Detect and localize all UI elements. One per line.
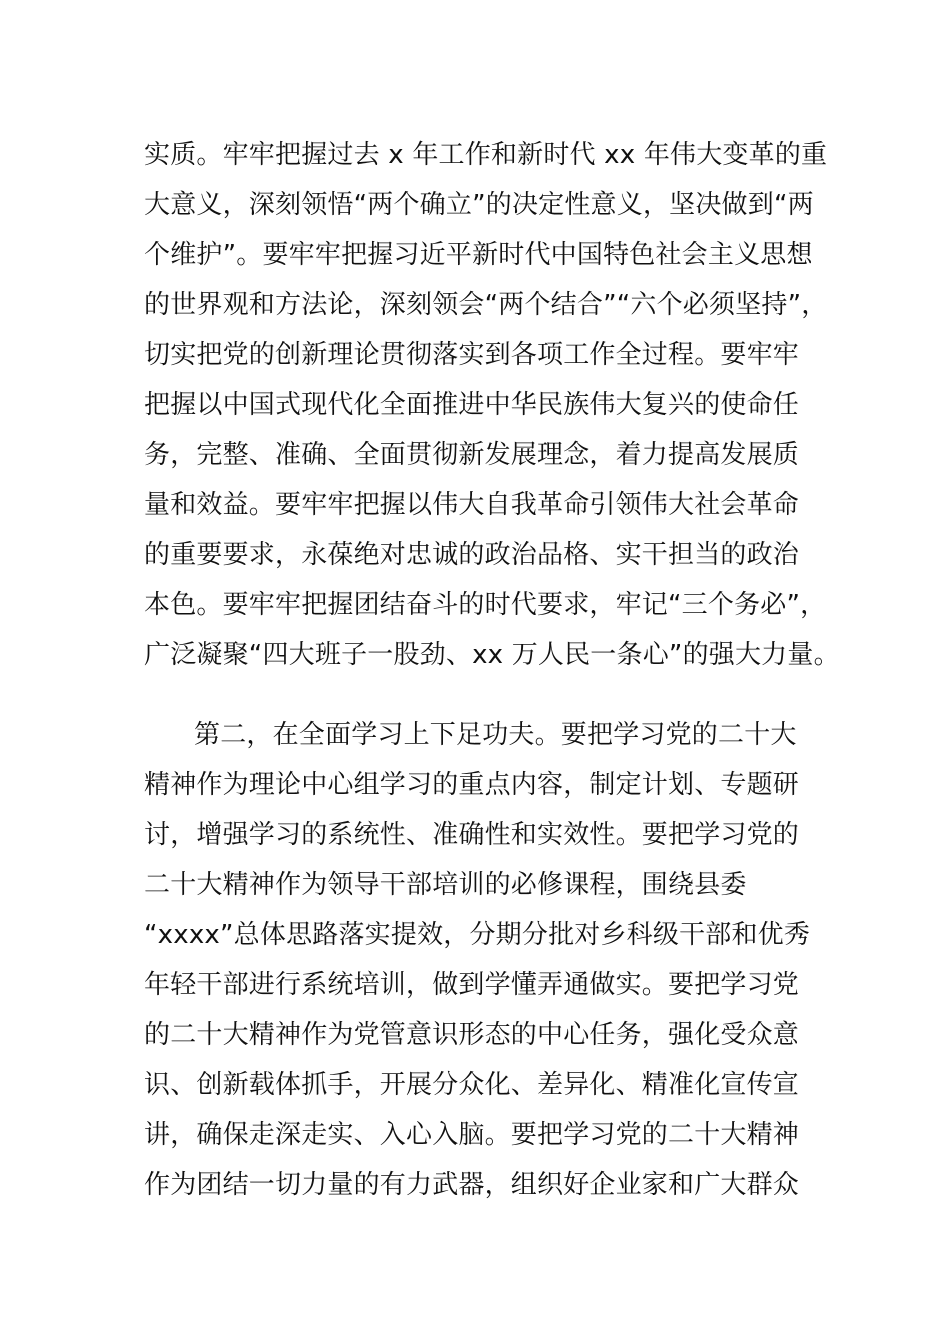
paragraph-2 (144, 710, 824, 1210)
text-line: 务，完整、准确、全面贯彻新发展理念，着力提高发展质 (144, 440, 800, 470)
text-line: 的二十大精神作为党管意识形态的中心任务，强化受众意 (144, 1020, 800, 1050)
text-line: 切实把党的创新理论贯彻落实到各项工作全过程。要牢牢 (144, 340, 800, 370)
text-line: “xxxx”总体思路落实提效，分期分批对乡科级干部和优秀 (144, 920, 811, 950)
text-line: 精神作为理论中心组学习的重点内容，制定计划、专题研 (144, 770, 800, 800)
text-line: 的世界观和方法论，深刻领会“两个结合”“六个必须坚持”， (144, 290, 828, 320)
text-line: 量和效益。要牢牢把握以伟大自我革命引领伟大社会革命 (144, 490, 800, 520)
text-line: 个维护”。要牢牢把握习近平新时代中国特色社会主义思想 (144, 240, 813, 270)
text-line: 讲，确保走深走实、入心入脑。要把学习党的二十大精神 (144, 1120, 800, 1150)
text-line: 二十大精神作为领导干部培训的必修课程，围绕县委 (144, 870, 747, 900)
text-line: 作为团结一切力量的有力武器，组织好企业家和广大群众 (144, 1170, 800, 1200)
paragraph-1 (144, 130, 840, 680)
text-line: 讨，增强学习的系统性、准确性和实效性。要把学习党的 (144, 820, 800, 850)
text-line: 大意义，深刻领悟“两个确立”的决定性意义，坚决做到“两 (144, 190, 814, 220)
text-line: 广泛凝聚“四大班子一股劲、xx 万人民一条心”的强大力量。 (144, 640, 840, 670)
text-line: 的重要要求，永葆绝对忠诚的政治品格、实干担当的政治 (144, 540, 800, 570)
text-line: 实质。牢牢把握过去 x 年工作和新时代 xx 年伟大变革的重 (144, 140, 828, 170)
text-line: 识、创新载体抓手，开展分众化、差异化、精准化宣传宣 (144, 1070, 800, 1100)
text-line-first: 第二，在全面学习上下足功夫。要把学习党的二十大 (194, 720, 797, 750)
text-line: 本色。要牢牢把握团结奋斗的时代要求，牢记“三个务必”， (144, 590, 827, 620)
text-line: 把握以中国式现代化全面推进中华民族伟大复兴的使命任 (144, 390, 800, 420)
text-line: 年轻干部进行系统培训，做到学懂弄通做实。要把学习党 (144, 970, 800, 1000)
